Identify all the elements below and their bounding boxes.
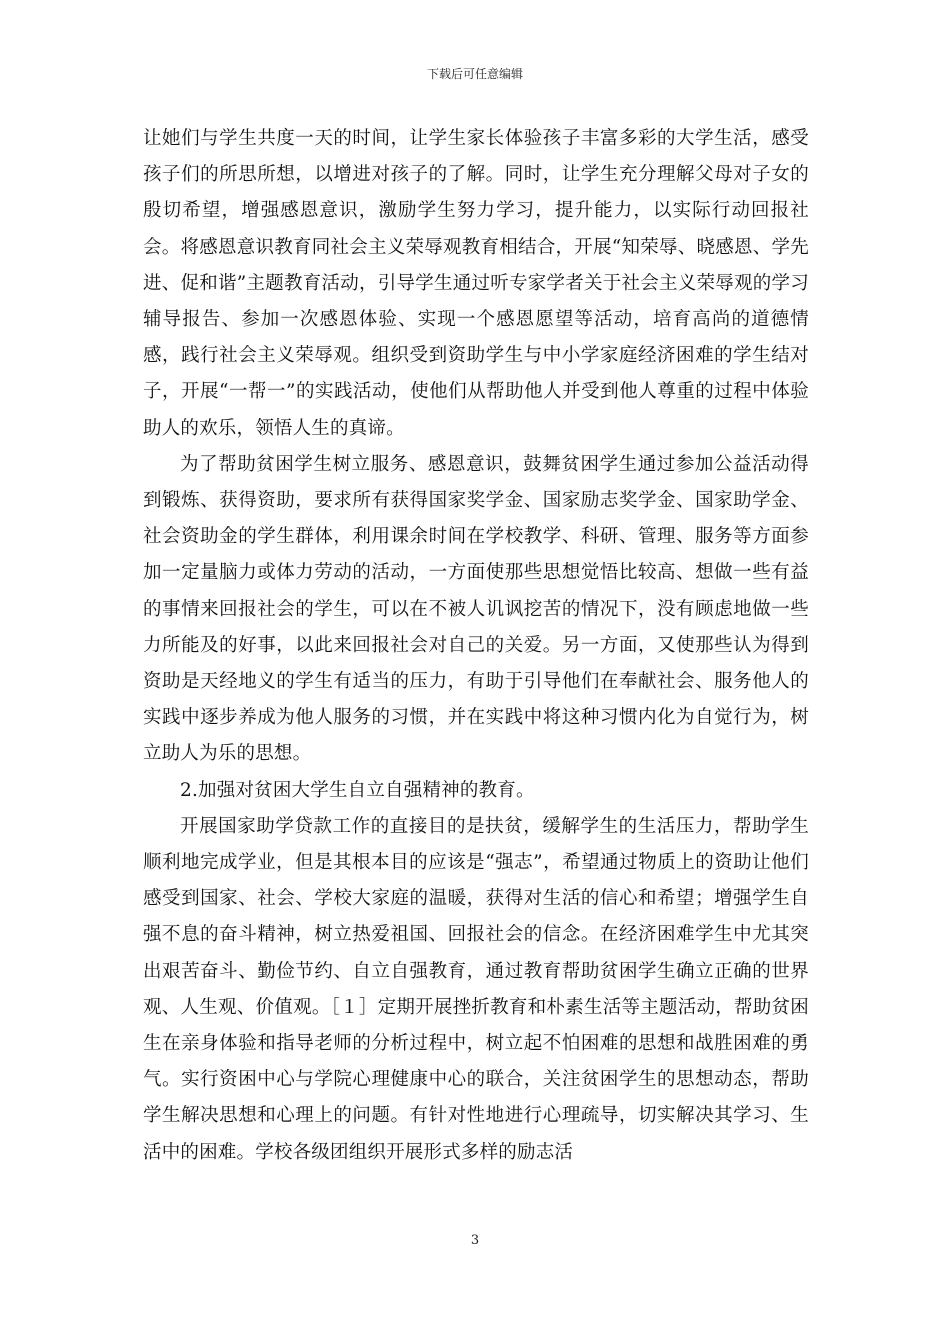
paragraph: 为了帮助贫困学生树立服务、感恩意识，鼓舞贫困学生通过参加公益活动得到锻炼、获得资助，要求所有获得国家奖学金、国家励志奖学金、国家助学金、社会资助金的学生群体，利用课余时间在学校教学、科研、管理、服务等方面参加一定量脑力或体力劳动的活动，一方面使那些思想觉悟比较高、想做一些有益的事情来回报社会的学生，可以在不被人讥讽挖苦的情况下，没有顾虑地做一些力所能及的好事，以此来回报社会对自己的关爱。另一方面，又使那些认为得到资助是天经地义的学生有适当的压力，有助于引导他们在奉献社会、服务他人的实践中逐步养成为他人服务的习惯，并在实践中将这种习惯内化为自觉行为，树立助人为乐的思想。: [143, 453, 809, 765]
section-heading: 2.加强对贫困大学生自立自强精神的教育。: [180, 779, 535, 801]
header-note: 下载后可任意编辑: [426, 67, 523, 81]
paragraph: 开展国家助学贷款工作的直接目的是扶贫，缓解学生的生活压力，帮助学生顺利地完成学业，但是其根本目的应该是“强志”，希望通过物质上的资助让他们感受到国家、社会、学校大家庭的温暖，获得对生活的信心和希望；增强学生自强不息的奋斗精神，树立热爱祖国、回报社会的信念。在经济困难学生中尤其突出艰苦奋斗、勤俭节约、自立自强教育，通过教育帮助贫困学生确立正确的世界观、人生观、价值观。［１］定期开展挫折教育和朴素生活等主题活动，帮助贫困生在亲身体验和指导老师的分析过程中，树立起不怕困难的思想和战胜困难的勇气。实行资困中心与学院心理健康中心的联合，关注贫困学生的思想动态，帮助学生解决思想和心理上的问题。有针对性地进行心理疏导，切实解决其学习、生活中的困难。学校各级团组织开展形式多样的励志活: [143, 815, 809, 1163]
page-number: 3: [470, 1233, 480, 1248]
body-text: [143, 121, 809, 1171]
paragraph-continued: 让她们与学生共度一天的时间，让学生家长体验孩子丰富多彩的大学生活，感受孩子们的所思所想，以增进对孩子的了解。同时，让学生充分理解父母对子女的殷切希望，增强感恩意识，激励学生努力学习，提升能力，以实际行动回报社会。将感恩意识教育同社会主义荣辱观教育相结合，开展“知荣辱、晓感恩、学先进、促和谐”主题教育活动，引导学生通过听专家学者关于社会主义荣辱观的学习辅导报告、参加一次感恩体验、实现一个感恩愿望等活动，培育高尚的道德情感，践行社会主义荣辱观。组织受到资助学生与中小学家庭经济困难的学生结对子，开展“一帮一”的实践活动，使他们从帮助他人并受到他人尊重的过程中体验助人的欢乐，领悟人生的真谛。: [143, 128, 809, 439]
